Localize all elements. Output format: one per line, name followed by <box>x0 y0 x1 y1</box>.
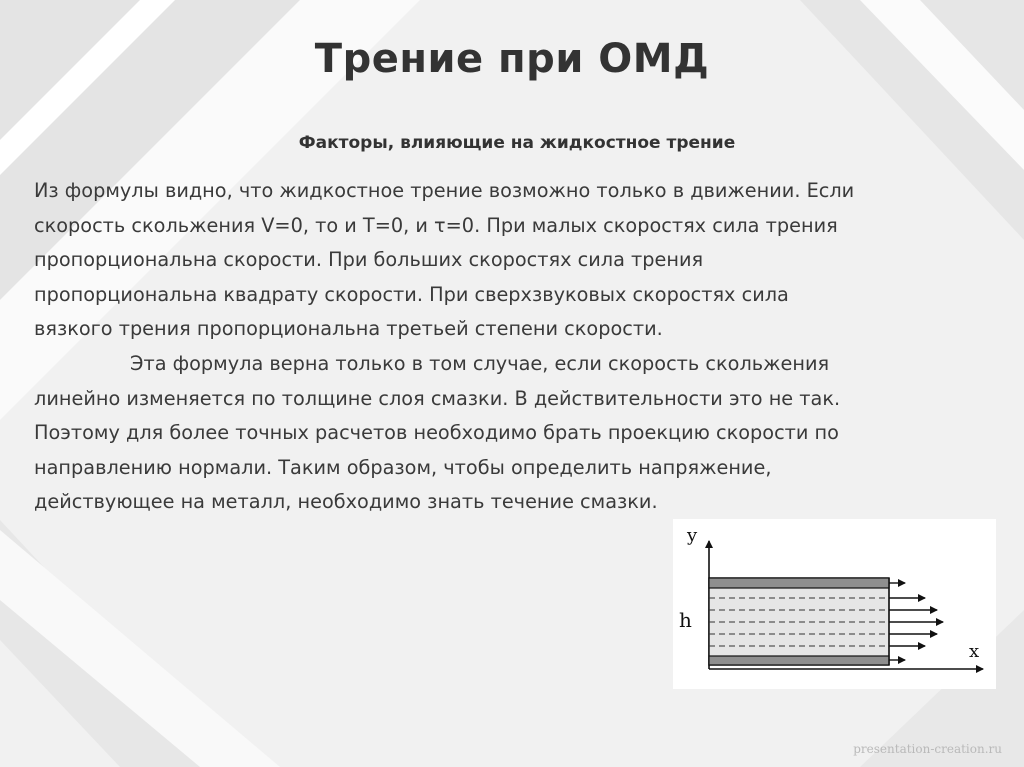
paragraph-line: Из формулы видно, что жидкостное трение возможно только в движении. Если <box>34 179 855 202</box>
top-plate <box>709 578 889 588</box>
x-axis-label: x <box>969 641 980 662</box>
paragraph-line: вязкого трения пропорциональна третьей степени скорости. <box>34 317 663 340</box>
paragraph-line: действующее на металл, необходимо знать течение смазки. <box>34 490 658 513</box>
paragraph-line: линейно изменяется по толщине слоя смазки. В действительности это не так. <box>34 386 841 410</box>
watermark: presentation-creation.ru <box>853 742 1002 756</box>
paragraph-line: направлению нормали. Таким образом, чтобы определить напряжение, <box>34 455 772 479</box>
h-label: h <box>679 608 692 632</box>
paragraph-line: Поэтому для более точных расчетов необходимо брать проекцию скорости по <box>34 421 839 444</box>
paragraph-line: пропорциональна квадрату скорости. При сверхзвуковых скоростях сила <box>34 282 789 306</box>
paragraph-line: скорость скольжения V=0, то и T=0, и τ=0. При малых скоростях сила трения <box>34 213 838 237</box>
paragraph-formula-limitations <box>34 347 994 520</box>
lubricant-velocity-diagram <box>673 519 996 689</box>
paragraph-formula-explanation <box>34 174 994 347</box>
slide-title: Трение при ОМД <box>314 36 710 82</box>
paragraph-line: пропорциональна скорости. При больших скоростях сила трения <box>34 248 704 271</box>
slide-subtitle: Факторы, влияющие на жидкостное трение <box>298 133 736 153</box>
bottom-plate <box>709 656 889 665</box>
velocity-arrows <box>889 583 943 660</box>
y-axis-label: y <box>687 525 698 546</box>
paragraph-line: Эта формула верна только в том случае, если скорость скольжения <box>130 352 830 375</box>
